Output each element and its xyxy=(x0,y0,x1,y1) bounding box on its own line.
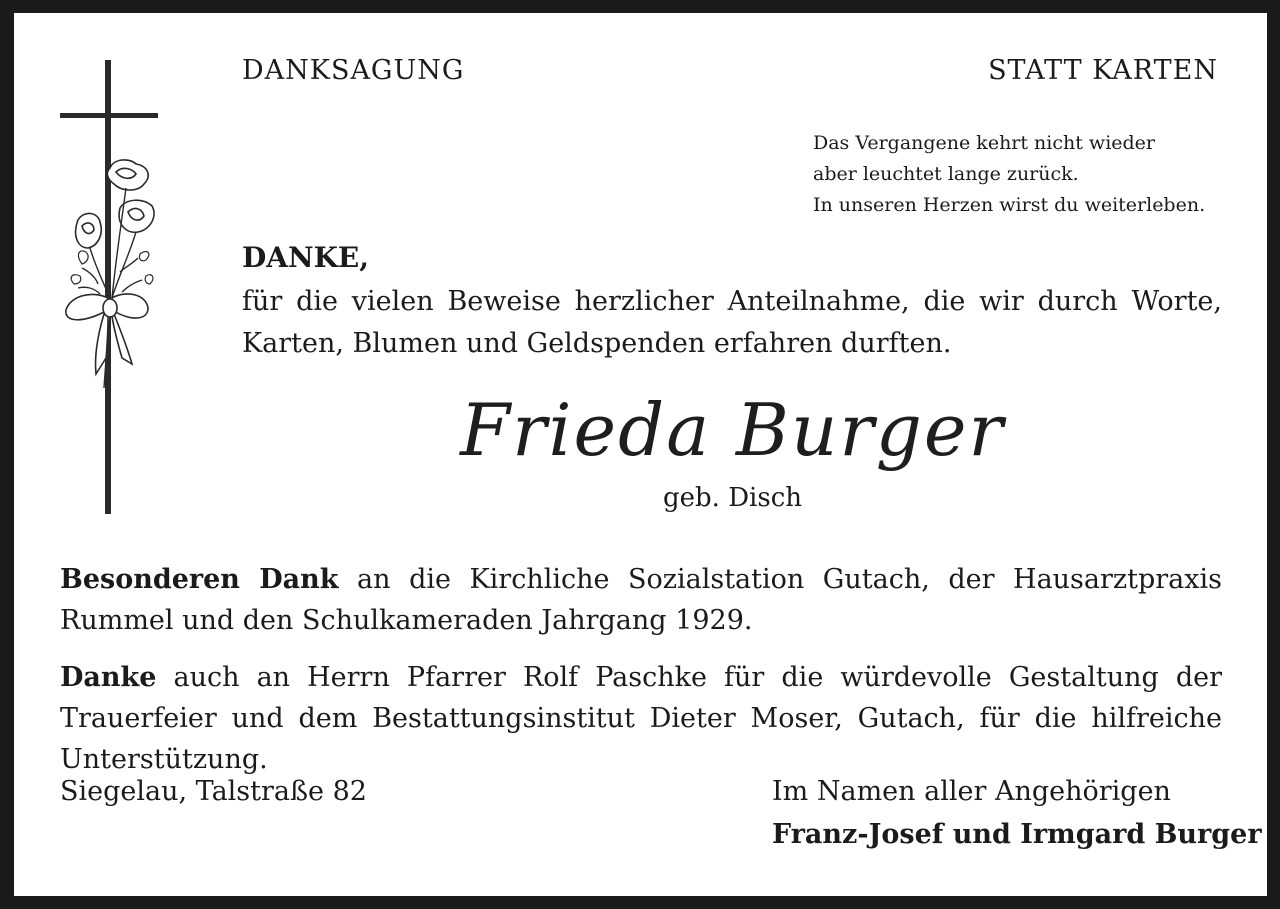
thanks-heading: DANKE, xyxy=(242,241,370,274)
poem-line: Das Vergangene kehrt nicht wieder xyxy=(813,132,1155,154)
poem-line: In unseren Herzen wirst du weiterleben. xyxy=(813,194,1206,216)
additional-thanks-lead: Danke xyxy=(60,662,157,693)
special-thanks-lead: Besonderen Dank xyxy=(60,564,339,595)
special-thanks-paragraph xyxy=(60,559,1222,641)
cross-with-roses-icon xyxy=(52,58,162,518)
deceased-name: Frieda Burger xyxy=(460,388,1005,472)
additional-thanks-text: auch an Herrn Pfarrer Rolf Paschke für die würdevolle Gestaltung der Trauerfeier und dem Bestattungsinstitut Dieter Moser, Gutach, für die hilfreiche Unterstützung. xyxy=(60,662,1222,775)
birth-name: geb. Disch xyxy=(662,483,802,513)
signers: Franz-Josef und Irmgard Burger xyxy=(772,819,1262,850)
header-left-title: DANKSAGUNG xyxy=(242,55,465,86)
poem-line: aber leuchtet lange zurück. xyxy=(813,163,1079,185)
header-right-title: STATT KARTEN xyxy=(988,55,1218,86)
address: Siegelau, Talstraße 82 xyxy=(60,776,367,807)
signoff: Im Namen aller Angehörigen xyxy=(772,776,1171,807)
poem xyxy=(813,128,1205,221)
obituary-card xyxy=(14,13,1267,896)
special-thanks-text: an die Kirchliche Sozialstation Gutach, der Hausarztpraxis Rummel und den Schulkameraden Jahrgang 1929. xyxy=(60,564,1222,636)
additional-thanks-paragraph xyxy=(60,657,1222,780)
thanks-text: für die vielen Beweise herzlicher Anteilnahme, die wir durch Worte, Karten, Blumen und Geldspenden erfahren durften. xyxy=(242,286,1222,359)
